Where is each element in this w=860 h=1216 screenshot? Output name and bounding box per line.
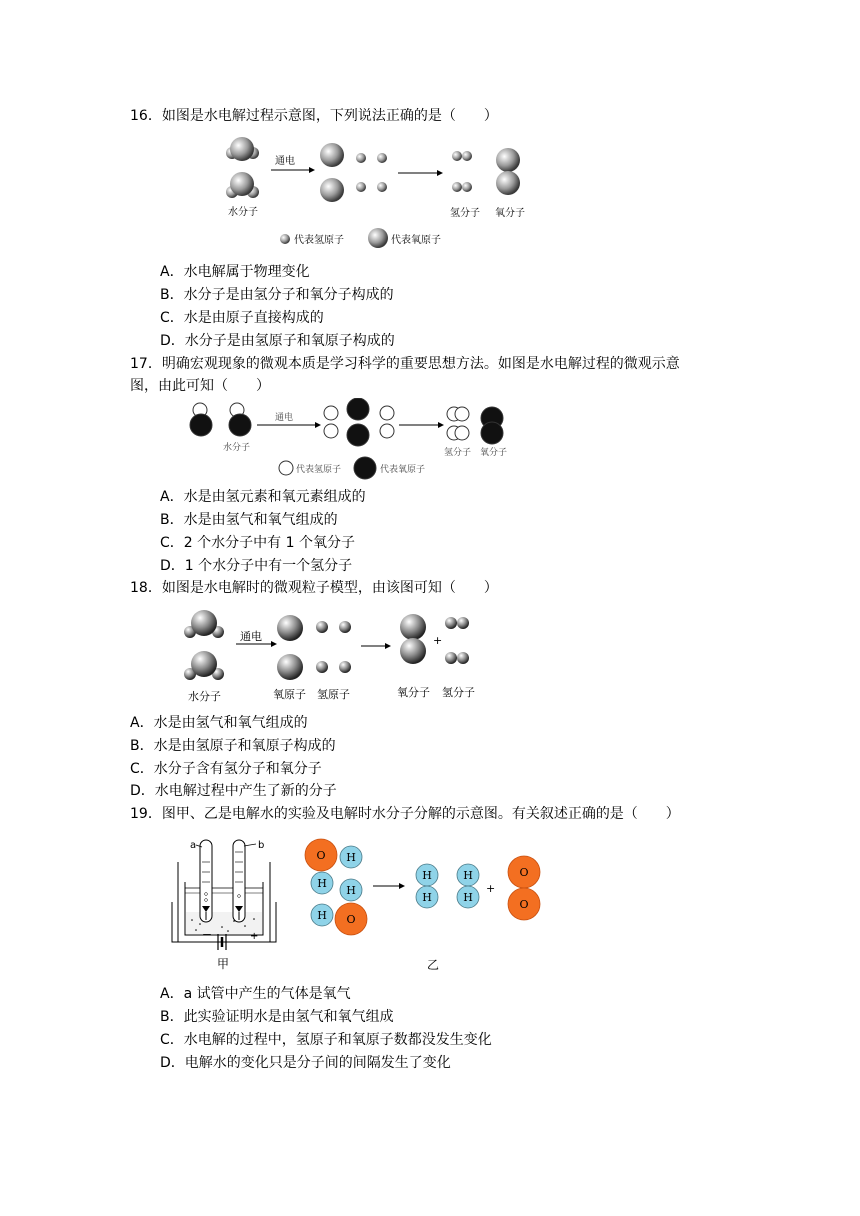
q19-option-b: B．此实验证明水是由氢气和氧气组成 bbox=[160, 1009, 394, 1025]
q16-stem: 16．如图是水电解过程示意图，下列说法正确的是（ ） bbox=[130, 108, 498, 124]
q17-water-label: 水分子 bbox=[223, 443, 251, 453]
q17-o2-label: 氧分子 bbox=[480, 448, 508, 458]
q16-arrow-label: 通电 bbox=[275, 156, 295, 167]
q19-h4: H bbox=[317, 909, 327, 922]
q19-h6: H bbox=[422, 891, 432, 904]
q19-h2: H bbox=[317, 877, 327, 890]
q17-option-c: C．2 个水分子中有 1 个氧分子 bbox=[160, 535, 355, 551]
q19-molecule-figure bbox=[300, 838, 550, 978]
q16-option-a: A．水电解属于物理变化 bbox=[160, 264, 310, 280]
q17-option-b: B．水是由氢气和氧气组成的 bbox=[160, 512, 338, 528]
q19-o4: O bbox=[519, 898, 529, 911]
q16-option-b: B．水分子是由氢分子和氧分子构成的 bbox=[160, 287, 394, 303]
q19-jia-label: 甲 bbox=[217, 957, 230, 971]
q18-option-b: B．水是由氢原子和氧原子构成的 bbox=[130, 738, 336, 754]
q19-o1: O bbox=[316, 849, 326, 862]
q17-option-d: D．1 个水分子中有一个氢分子 bbox=[160, 558, 353, 574]
q16-legend-o: 代表氧原子 bbox=[391, 235, 441, 246]
q18-h2-label: 氢分子 bbox=[442, 686, 475, 699]
q19-plus-sign: + bbox=[250, 931, 259, 942]
q18-h-atom-label: 氢原子 bbox=[317, 688, 350, 701]
q19-option-d: D．电解水的变化只是分子间的间隔发生了变化 bbox=[160, 1055, 451, 1071]
q18-plus: + bbox=[433, 634, 443, 647]
q16-option-d: D．水分子是由氢原子和氧原子构成的 bbox=[160, 333, 395, 349]
q19-h8: H bbox=[463, 891, 473, 904]
q18-water-label: 水分子 bbox=[188, 690, 221, 703]
q18-option-c: C．水分子含有氢分子和氧分子 bbox=[130, 761, 322, 777]
q16-figure bbox=[215, 132, 545, 252]
q19-plus: + bbox=[486, 882, 496, 895]
q19-h1: H bbox=[346, 851, 356, 864]
q17-option-a: A．水是由氢元素和氧元素组成的 bbox=[160, 489, 366, 505]
q16-legend-h: 代表氢原子 bbox=[294, 235, 344, 246]
q19-tube-a-label: a bbox=[190, 840, 197, 851]
q19-stem: 19．图甲、乙是电解水的实验及电解时水分子分解的示意图。有关叙述正确的是（ ） bbox=[130, 806, 680, 822]
q17-stem-line1: 17．明确宏观现象的微观本质是学习科学的重要思想方法。如图是水电解过程的微观示意 bbox=[130, 356, 680, 372]
q17-stem-line2: 图，由此可知（ ） bbox=[130, 378, 270, 394]
q19-yi-label: 乙 bbox=[427, 958, 440, 972]
q19-option-c: C．水电解的过程中，氢原子和氧原子数都没发生变化 bbox=[160, 1032, 492, 1048]
q17-figure bbox=[185, 398, 525, 480]
q18-stem: 18．如图是水电解时的微观粒子模型，由该图可知（ ） bbox=[130, 580, 498, 596]
q19-h5: H bbox=[422, 869, 432, 882]
q19-h3: H bbox=[346, 884, 356, 897]
q19-jia-circuit bbox=[170, 832, 280, 972]
water-molecule-2 bbox=[226, 172, 259, 198]
water-molecule-1 bbox=[226, 137, 259, 161]
q17-arrow-label: 通电 bbox=[275, 413, 294, 423]
q17-h2-label: 氢分子 bbox=[444, 448, 472, 458]
q17-legend-o: 代表氧原子 bbox=[380, 465, 426, 475]
q19-o3: O bbox=[519, 866, 529, 879]
q18-figure bbox=[180, 606, 490, 706]
q19-minus: － bbox=[202, 930, 212, 941]
q18-option-a: A．水是由氢气和氧气组成的 bbox=[130, 715, 308, 731]
q19-o2: O bbox=[346, 913, 356, 926]
q16-o2-label: 氧分子 bbox=[495, 208, 525, 219]
q19-h7: H bbox=[463, 869, 473, 882]
q16-water-label: 水分子 bbox=[228, 207, 258, 218]
q19-option-a: A．a 试管中产生的气体是氧气 bbox=[160, 986, 351, 1002]
q18-o2-label: 氧分子 bbox=[397, 686, 430, 699]
q16-h2-label: 氢分子 bbox=[450, 208, 480, 219]
q18-o-atom-label: 氧原子 bbox=[273, 688, 306, 701]
q16-option-c: C．水是由原子直接构成的 bbox=[160, 310, 324, 326]
q17-legend-h: 代表氢原子 bbox=[296, 465, 342, 475]
q18-arrow-label: 通电 bbox=[240, 630, 262, 643]
q19-tube-b-label: b bbox=[258, 840, 265, 851]
q18-option-d: D．水电解过程中产生了新的分子 bbox=[130, 783, 337, 799]
